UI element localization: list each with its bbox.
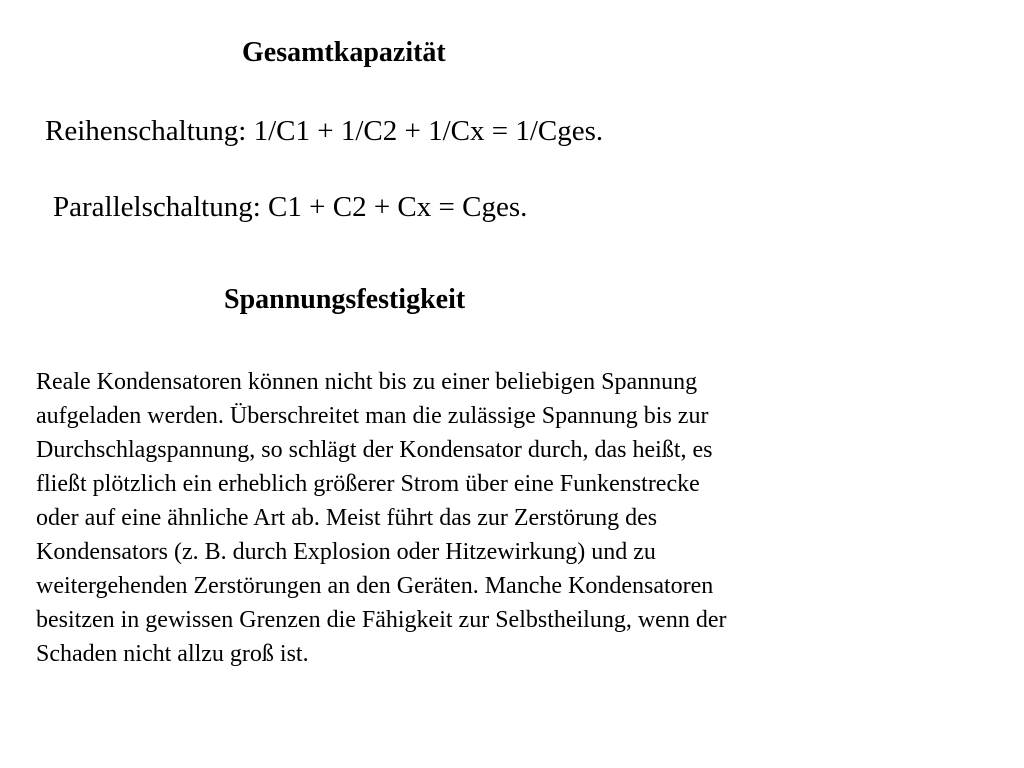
paragraph-line: aufgeladen werden. Überschreitet man die zulässige Spannung bis zur xyxy=(36,403,709,429)
paragraph-line: besitzen in gewissen Grenzen die Fähigkeit zur Selbstheilung, wenn der xyxy=(36,607,727,633)
paragraph-line: Kondensators (z. B. durch Explosion oder Hitzewirkung) und zu xyxy=(36,539,656,565)
paragraph-line: oder auf eine ähnliche Art ab. Meist führt das zur Zerstörung des xyxy=(36,505,658,531)
paragraph-line: Durchschlagspannung, so schlägt der Kondensator durch, das heißt, es xyxy=(36,437,713,463)
paragraph-spannungsfestigkeit xyxy=(36,365,916,671)
paragraph-line: Schaden nicht allzu groß ist. xyxy=(36,641,309,667)
heading-spannungsfestigkeit: Spannungsfestigkeit xyxy=(224,284,466,315)
heading-gesamtkapazitaet: Gesamtkapazität xyxy=(242,37,446,68)
formula-series-connection: Reihenschaltung: 1/C1 + 1/C2 + 1/Cx = 1/Cges. xyxy=(45,115,604,147)
paragraph-line: Reale Kondensatoren können nicht bis zu einer beliebigen Spannung xyxy=(36,369,698,395)
formula-parallel-connection: Parallelschaltung: C1 + C2 + Cx = Cges. xyxy=(53,191,528,223)
paragraph-line: weitergehenden Zerstörungen an den Geräten. Manche Kondensatoren xyxy=(36,573,714,599)
paragraph-line: fließt plötzlich ein erheblich größerer Strom über eine Funkenstrecke xyxy=(36,471,700,497)
